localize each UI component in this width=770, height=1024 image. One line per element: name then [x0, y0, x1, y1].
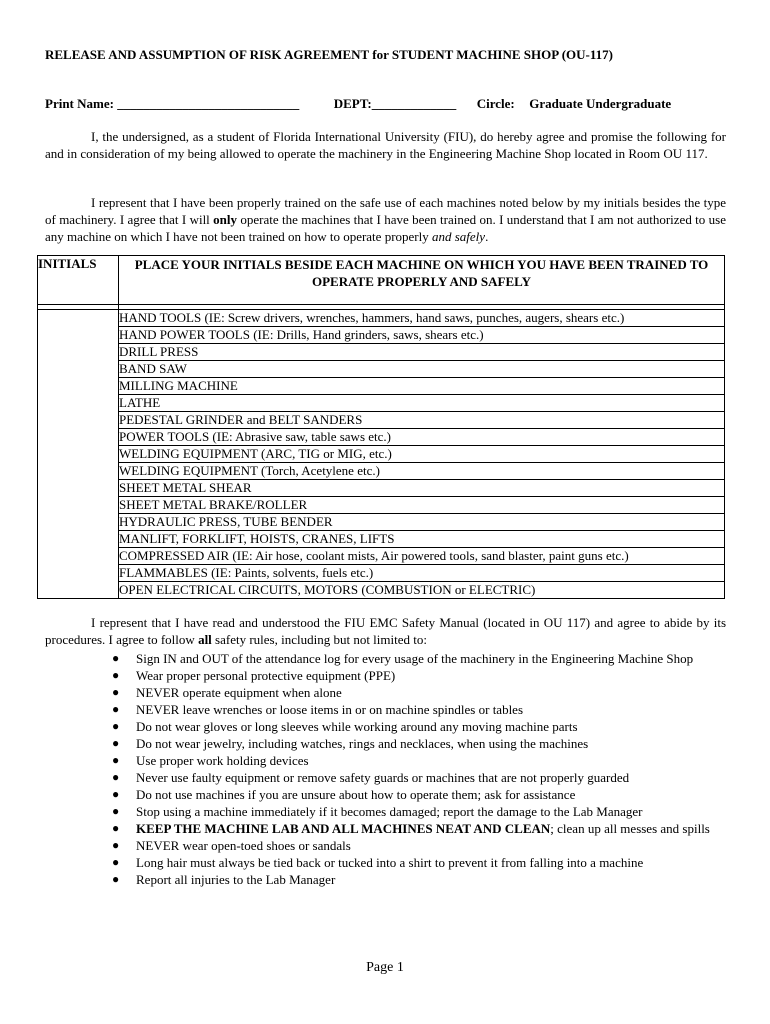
initials-cell[interactable] [38, 378, 119, 395]
bullet-icon: ● [112, 787, 120, 801]
safety-rule-text: Never use faulty equipment or remove safety guards or machines that are not properly guarded [136, 770, 630, 785]
safety-rule-bold: KEEP THE MACHINE LAB AND ALL MACHINES NEAT AND CLEAN [136, 821, 551, 836]
safety-rule-text: ; clean up all messes and spills [550, 821, 710, 836]
machine-row [38, 463, 725, 480]
bullet-icon: ● [112, 719, 120, 733]
safety-rule-item [110, 735, 728, 752]
bullet-icon: ● [112, 668, 120, 682]
initials-cell[interactable] [38, 548, 119, 565]
machine-name: POWER TOOLS (IE: Abrasive saw, table saws etc.) [119, 429, 725, 446]
machine-row [38, 497, 725, 514]
signature-line [45, 96, 671, 112]
initials-cell[interactable] [38, 395, 119, 412]
rules-intro-b: safety rules, including but not limited to: [211, 632, 427, 647]
rules-intro-a: I represent that I have read and understood the FIU EMC Safety Manual (located in OU 117) and agree to abide by its procedures. I agree to follow [45, 615, 726, 647]
initials-cell[interactable] [38, 531, 119, 548]
machine-name: DRILL PRESS [119, 344, 725, 361]
machine-row [38, 395, 725, 412]
machine-row [38, 310, 725, 327]
initials-cell[interactable] [38, 446, 119, 463]
machine-name: LATHE [119, 395, 725, 412]
bullet-icon: ● [112, 753, 120, 767]
safety-rule-item [110, 803, 728, 820]
initials-cell[interactable] [38, 429, 119, 446]
initials-cell[interactable] [38, 565, 119, 582]
machine-name: COMPRESSED AIR (IE: Air hose, coolant mists, Air powered tools, sand blaster, paint guns etc.) [119, 548, 725, 565]
initials-cell[interactable] [38, 412, 119, 429]
initials-cell[interactable] [38, 497, 119, 514]
initials-cell[interactable] [38, 361, 119, 378]
safety-rule-item [110, 684, 728, 701]
print-name-field[interactable]: Print Name: ____________________________ [45, 96, 300, 111]
machine-name: MILLING MACHINE [119, 378, 725, 395]
machine-name: HYDRAULIC PRESS, TUBE BENDER [119, 514, 725, 531]
machine-name: OPEN ELECTRICAL CIRCUITS, MOTORS (COMBUSTION or ELECTRIC) [119, 582, 725, 599]
rules-intro-all: all [198, 632, 212, 647]
initials-cell[interactable] [38, 327, 119, 344]
machine-row [38, 446, 725, 463]
intro-text: I, the undersigned, as a student of Florida International University (FIU), do hereby agree and promise the following for and in consideration of my being allowed to operate the machinery in the Engineering Machine Shop located in Room OU 117. [45, 129, 726, 161]
safety-rule-item [110, 650, 728, 667]
machine-name: WELDING EQUIPMENT (Torch, Acetylene etc.) [119, 463, 725, 480]
machine-row [38, 429, 725, 446]
machine-name: HAND POWER TOOLS (IE: Drills, Hand grinders, saws, shears etc.) [119, 327, 725, 344]
rules-paragraph [45, 614, 726, 648]
bullet-icon: ● [112, 651, 120, 665]
training-text-c: . [485, 229, 489, 244]
safety-rule-item [110, 752, 728, 769]
safety-rule-item [110, 854, 728, 871]
bullet-icon: ● [112, 685, 120, 699]
machine-row [38, 378, 725, 395]
machines-table [37, 255, 725, 599]
bullet-icon: ● [112, 804, 120, 818]
safety-rule-text: Use proper work holding devices [136, 753, 309, 768]
machine-row [38, 412, 725, 429]
initials-cell[interactable] [38, 463, 119, 480]
machine-name: HAND TOOLS (IE: Screw drivers, wrenches, hammers, hand saws, punches, augers, shears etc.) [119, 310, 725, 327]
machine-name: FLAMMABLES (IE: Paints, solvents, fuels etc.) [119, 565, 725, 582]
dept-field[interactable]: DEPT:_____________ [333, 96, 457, 111]
initials-cell[interactable] [38, 582, 119, 599]
initials-cell[interactable] [38, 310, 119, 327]
safety-rule-item [110, 701, 728, 718]
safety-rule-text: NEVER leave wrenches or loose items in or on machine spindles or tables [136, 702, 524, 717]
bullet-icon: ● [112, 821, 120, 835]
machine-name: PEDESTAL GRINDER and BELT SANDERS [119, 412, 725, 429]
safety-rule-item [110, 871, 728, 888]
machine-row [38, 361, 725, 378]
initials-cell[interactable] [38, 344, 119, 361]
machine-name: SHEET METAL SHEAR [119, 480, 725, 497]
safety-rule-item [110, 786, 728, 803]
initials-cell[interactable] [38, 514, 119, 531]
bullet-icon: ● [112, 838, 120, 852]
safety-rule-item [110, 837, 728, 854]
student-level-options[interactable]: Graduate Undergraduate [529, 96, 672, 111]
bullet-icon: ● [112, 702, 120, 716]
machine-name: BAND SAW [119, 361, 725, 378]
safety-rule-text: Do not wear jewelry, including watches, rings and necklaces, when using the machines [136, 736, 589, 751]
machine-row [38, 480, 725, 497]
bullet-icon: ● [112, 736, 120, 750]
page-number: Page 1 [366, 960, 404, 975]
training-text-only: only [213, 212, 237, 227]
machine-row [38, 565, 725, 582]
initials-column-header: INITIALS [38, 256, 119, 305]
machine-name: MANLIFT, FORKLIFT, HOISTS, CRANES, LIFTS [119, 531, 725, 548]
safety-rule-item [110, 667, 728, 684]
safety-rules-list [110, 650, 728, 888]
safety-rule-text: NEVER wear open-toed shoes or sandals [136, 838, 351, 853]
safety-rule-text: Sign IN and OUT of the attendance log for every usage of the machinery in the Engineering Machine Shop [136, 651, 694, 666]
instruction-column-header: PLACE YOUR INITIALS BESIDE EACH MACHINE ON WHICH YOU HAVE BEEN TRAINED TO OPERATE PROPERLY AND SAFELY [119, 256, 725, 305]
safety-rule-item [110, 769, 728, 786]
safety-rule-text: Do not wear gloves or long sleeves while working around any moving machine parts [136, 719, 578, 734]
document-title: RELEASE AND ASSUMPTION OF RISK AGREEMENT for STUDENT MACHINE SHOP (OU-117) [45, 47, 613, 62]
machine-name: WELDING EQUIPMENT (ARC, TIG or MIG, etc.) [119, 446, 725, 463]
machine-row [38, 344, 725, 361]
safety-rule-text: Stop using a machine immediately if it becomes damaged; report the damage to the Lab Manager [136, 804, 643, 819]
training-text-safely: and safely [431, 229, 486, 244]
bullet-icon: ● [112, 855, 120, 869]
safety-rule-text: Do not use machines if you are unsure about how to operate them; ask for assistance [136, 787, 576, 802]
safety-rule-text: NEVER operate equipment when alone [136, 685, 342, 700]
training-text-b: operate the machines that I have been trained on. I understand that I am not authorized to use any machine on which I have not been trained on how to operate properly [45, 212, 726, 244]
machine-row [38, 582, 725, 599]
safety-rule-text: Long hair must always be tied back or tucked into a shirt to prevent it from falling into a machine [136, 855, 644, 870]
machine-row [38, 327, 725, 344]
intro-paragraph [45, 128, 726, 162]
machine-row [38, 514, 725, 531]
safety-rule-text: Report all injuries to the Lab Manager [136, 872, 336, 887]
training-text-a: I represent that I have been properly trained on the safe use of each machines noted below by my initials besides the type of machinery. I agree that I will [45, 195, 726, 227]
machine-rows [38, 305, 725, 599]
machine-row [38, 548, 725, 565]
training-paragraph [45, 194, 726, 245]
machine-row [38, 531, 725, 548]
bullet-icon: ● [112, 770, 120, 784]
machine-name: SHEET METAL BRAKE/ROLLER [119, 497, 725, 514]
safety-rule-item [110, 820, 728, 837]
bullet-icon: ● [112, 872, 120, 886]
circle-label: Circle: [476, 96, 515, 111]
initials-cell[interactable] [38, 480, 119, 497]
safety-rule-text: Wear proper personal protective equipment (PPE) [136, 668, 396, 683]
safety-rule-item [110, 718, 728, 735]
